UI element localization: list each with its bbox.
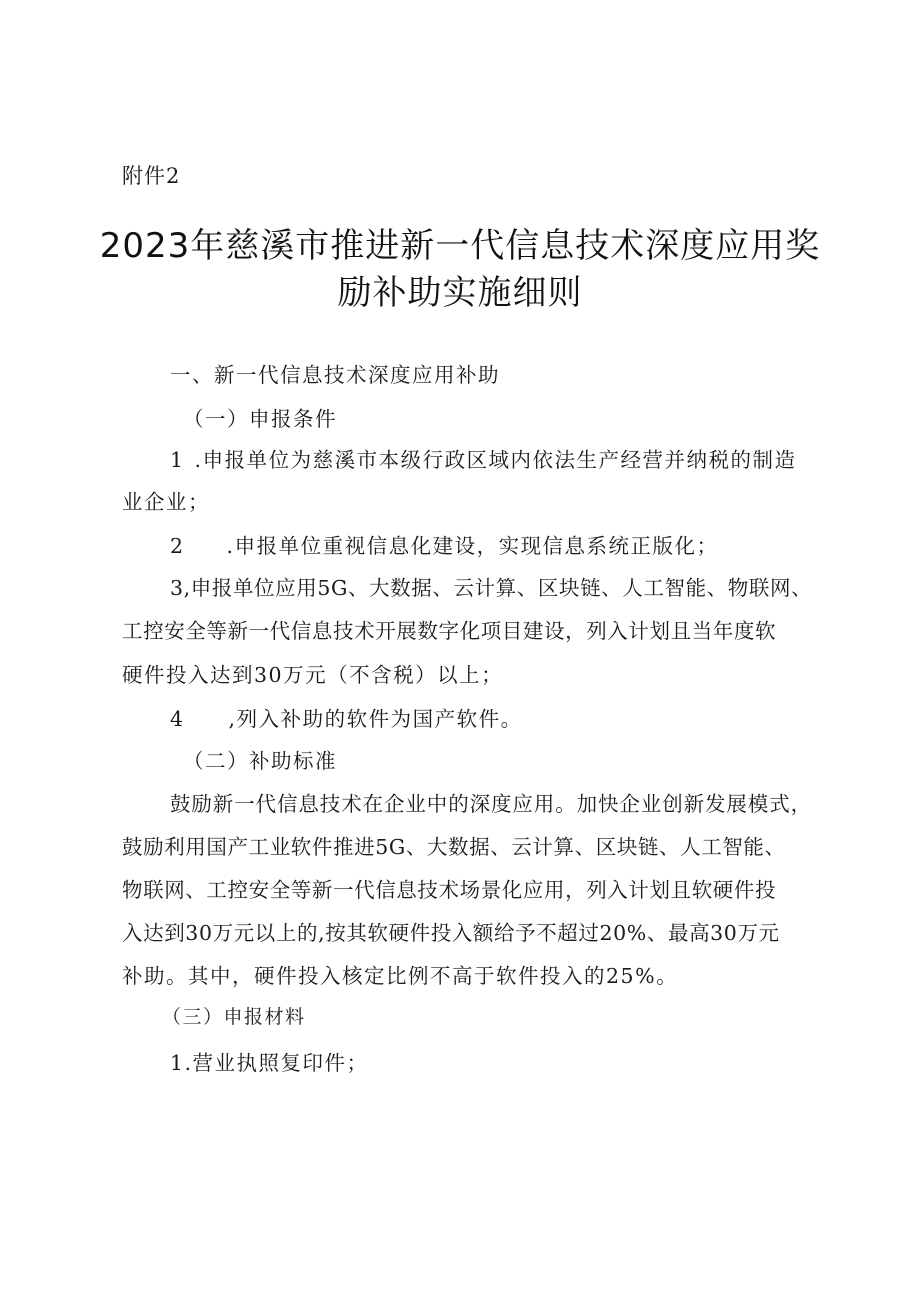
condition-item-2-number: 2 [170, 534, 185, 558]
condition-item-4-text: ,列入补助的软件为国产软件。 [228, 707, 523, 731]
materials-item-1: 1.营业执照复印件； [170, 1051, 369, 1075]
standard-paragraph-line-1: 鼓励新一代信息技术在企业中的深度应用。加快企业创新发展模式， [170, 792, 812, 816]
section-heading: 一、新一代信息技术深度应用补助 [170, 363, 500, 387]
condition-item-2 [170, 529, 719, 559]
condition-item-1-text: .申报单位为慈溪市本级行政区域内依法生产经营并纳税的制造 [194, 448, 797, 472]
subsection-heading-materials: （三）申报材料 [162, 1006, 306, 1028]
condition-item-1-line-2: 业企业； [122, 490, 210, 514]
attachment-label: 附件2 [122, 164, 181, 188]
document-title-line-1: 2023年慈溪市推进新一代信息技术深度应用奖 [99, 226, 821, 266]
standard-paragraph-line-5: 补助。其中，硬件投入核定比例不高于软件投入的25%。 [122, 964, 679, 988]
standard-paragraph-line-3: 物联网、工控安全等新一代信息技术场景化应用，列入计划且软硬件投 [122, 878, 777, 902]
condition-item-3-line-3: 硬件投入达到30万元（不含税）以上； [122, 663, 504, 687]
condition-item-3-line-1: 3,申报单位应用5G、大数据、云计算、区块链、人工智能、物联网、 [170, 576, 813, 600]
condition-item-2-text: .申报单位重视信息化建设，实现信息系统正版化； [226, 534, 719, 558]
condition-item-1-line-1 [170, 443, 797, 473]
subsection-heading-standard: （二）补助标准 [183, 749, 337, 773]
standard-paragraph-line-4: 入达到30万元以上的,按其软硬件投入额给予不超过20%、最高30万元 [122, 921, 780, 945]
condition-item-1-number: 1 [170, 448, 185, 472]
condition-item-3-line-2: 工控安全等新一代信息技术开展数字化项目建设，列入计划且当年度软 [122, 619, 777, 643]
condition-item-4 [170, 702, 523, 732]
subsection-heading-conditions: （一）申报条件 [183, 407, 337, 431]
standard-paragraph-line-2: 鼓励利用国产工业软件推进5G、大数据、云计算、区块链、人工智能、 [122, 835, 786, 859]
document-title-line-2: 励补助实施细则 [337, 273, 583, 313]
condition-item-4-number: 4 [170, 707, 185, 731]
